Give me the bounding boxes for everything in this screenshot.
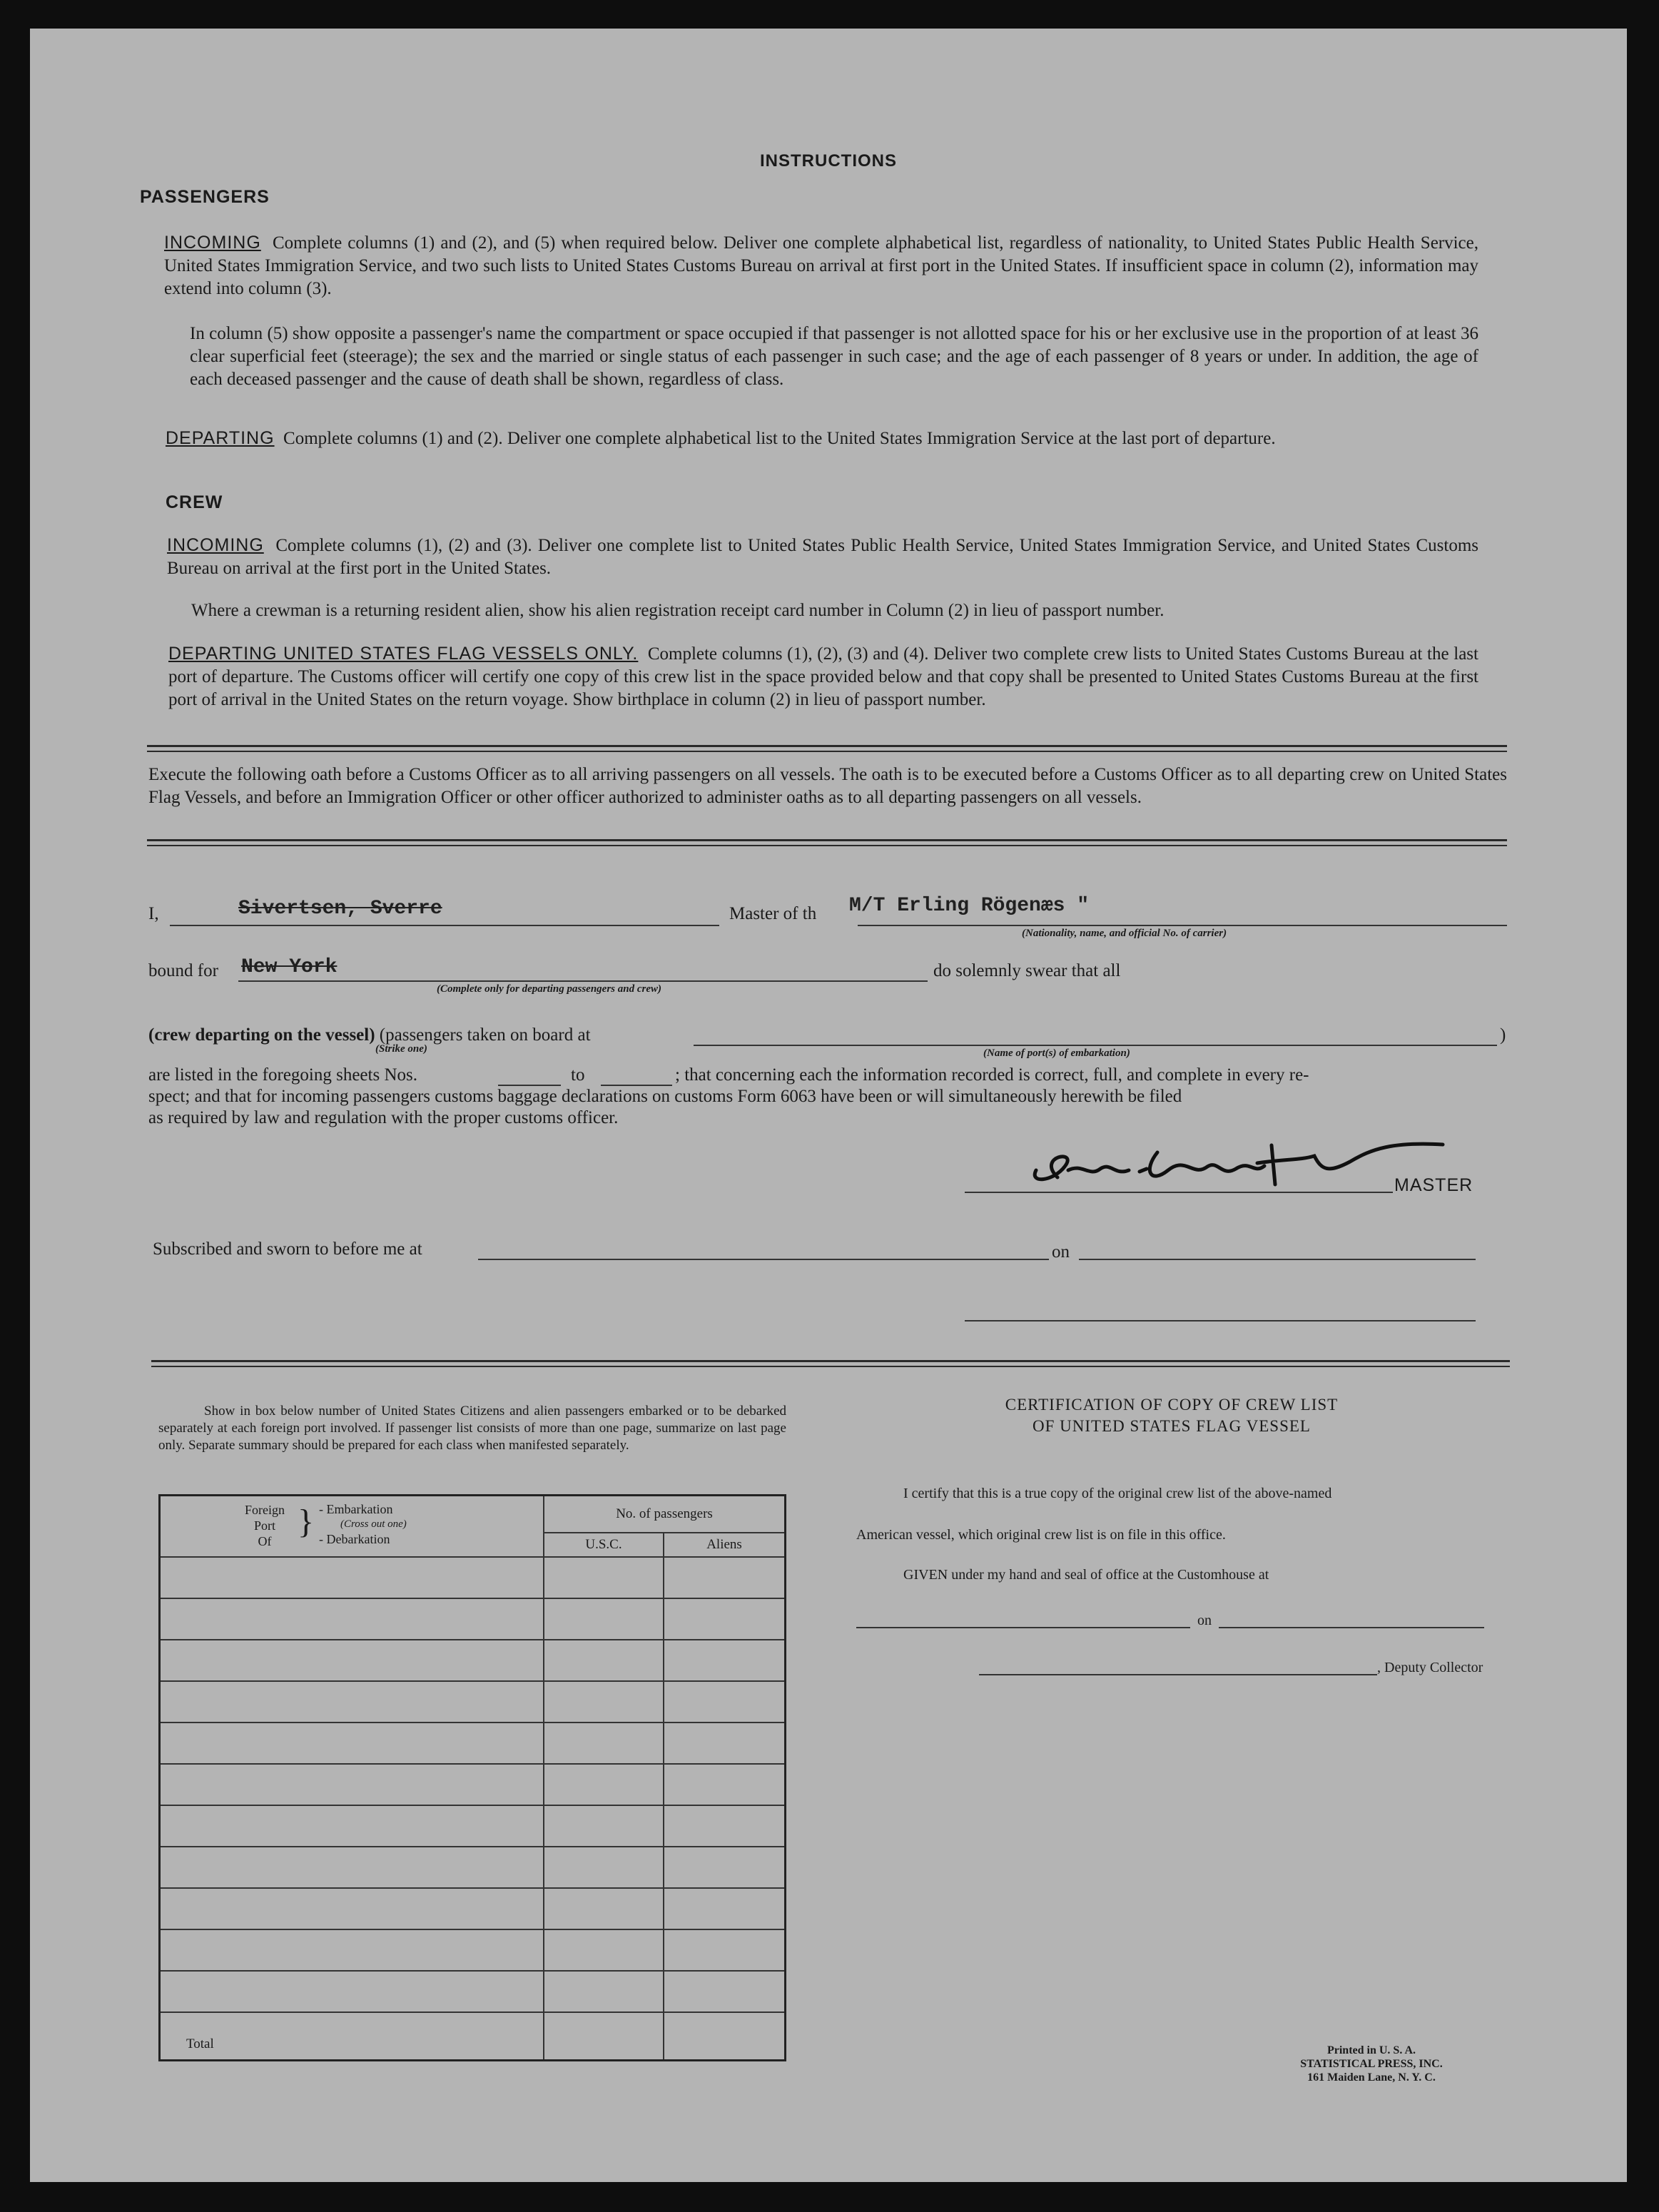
- usc-cell[interactable]: [544, 1764, 664, 1805]
- embarkation-ports-line: [694, 1045, 1497, 1046]
- port-cell[interactable]: [160, 1723, 544, 1764]
- instructions-title: INSTRUCTIONS: [760, 151, 897, 171]
- table-row: [160, 1681, 786, 1723]
- sheets-pre: are listed in the foregoing sheets Nos.: [148, 1065, 417, 1085]
- port-cell[interactable]: [160, 1805, 544, 1847]
- aliens-cell[interactable]: [664, 1971, 786, 2012]
- aliens-cell[interactable]: [664, 1640, 786, 1681]
- table-row: [160, 1847, 786, 1888]
- given-text: GIVEN under my hand and seal of office at the Customhouse at: [903, 1567, 1269, 1583]
- certification-heading-1: CERTIFICATION OF COPY OF CREW LIST: [1005, 1396, 1339, 1414]
- divider-rule: [147, 839, 1507, 841]
- aliens-cell[interactable]: [664, 1929, 786, 1971]
- destination-caption: (Complete only for departing passengers and crew): [437, 983, 661, 995]
- strike-caption: (Strike one): [375, 1043, 427, 1055]
- table-row: [160, 1971, 786, 2012]
- foreign-port-of-label: [235, 1502, 295, 1549]
- document-page: [30, 29, 1627, 2182]
- table-row: [160, 1888, 786, 1929]
- total-label: Total: [160, 2012, 544, 2061]
- sheets-post: ; that concerning each the information recorded is correct, full, and complete in every re-: [675, 1065, 1309, 1085]
- subscribed-place-line: [478, 1259, 1049, 1260]
- passenger-summary-table: [158, 1494, 786, 2061]
- usc-cell[interactable]: [544, 1888, 664, 1929]
- crew-departing-text: Complete columns (1), (2), (3) and (4). Deliver two complete crew lists to United States Customs Bureau at the last port of departure. The Customs officer will certify one copy of this crew list in the space provided below and that copy shall be presented to United States Customs Bureau at the first port of arrival in the United States on the return voyage. Show birthplace in column (2) in lieu of passport number.: [168, 644, 1478, 709]
- table-row: [160, 1557, 786, 1598]
- master-label: MASTER: [1394, 1175, 1473, 1195]
- deputy-collector-line: [979, 1674, 1377, 1675]
- port-cell[interactable]: [160, 1847, 544, 1888]
- table-row: [160, 1598, 786, 1640]
- master-name-field: Sivertsen, Sverre: [238, 898, 442, 920]
- usc-cell[interactable]: [544, 1557, 664, 1598]
- divider-rule: [147, 751, 1507, 752]
- ports-caption: (Name of port(s) of embarkation): [983, 1047, 1130, 1059]
- sheets-line2: spect; and that for incoming passengers customs baggage declarations on customs Form 6063 have been or will simultaneously herewith be filed: [148, 1087, 1182, 1106]
- usc-cell[interactable]: [544, 1723, 664, 1764]
- passengers-departing-text: Complete columns (1) and (2). Deliver one complete alphabetical list to the United States Immigration Service at the last port of departure.: [283, 429, 1276, 448]
- port-cell[interactable]: [160, 1598, 544, 1640]
- foreign-port-header: [160, 1496, 544, 1557]
- port-cell[interactable]: [160, 1640, 544, 1681]
- crew-incoming-section: [167, 534, 1478, 580]
- crew-departing-label: DEPARTING UNITED STATES FLAG VESSELS ONLY.: [168, 644, 639, 664]
- sheets-to: to: [571, 1065, 585, 1085]
- crew-heading: CREW: [166, 492, 223, 512]
- port-cell[interactable]: [160, 1681, 544, 1723]
- summary-box-instructions: Show in box below number of United States Citizens and alien passengers embarked or to be debarked separately at each foreign port involved. If passenger list consists of more than one page, summarize on last page only. Separate summary should be prepared for each class when manifested separately.: [158, 1404, 786, 1453]
- passengers-incoming-section: [164, 231, 1478, 300]
- port-cell[interactable]: [160, 1888, 544, 1929]
- cross-out-note: (Cross out one): [340, 1518, 407, 1530]
- divider-rule: [147, 745, 1507, 747]
- destination-line: [238, 980, 928, 982]
- vessel-line: [858, 925, 1507, 926]
- passengers-departing-section: [166, 427, 1478, 450]
- subscribed-label: Subscribed and sworn to before me at: [153, 1239, 422, 1259]
- subscribed-date-line: [1079, 1259, 1476, 1260]
- crew-incoming-text: Complete columns (1), (2) and (3). Deliver one complete list to United States Public Health Service, United States Immigration Service, and United States Customs Bureau on arrival at the first port in the United States.: [167, 536, 1479, 578]
- printer-line-2: STATISTICAL PRESS, INC.: [1300, 2058, 1443, 2070]
- usc-total-cell[interactable]: [544, 2012, 664, 2061]
- aliens-cell[interactable]: [664, 1557, 786, 1598]
- divider-rule: [147, 845, 1507, 846]
- usc-header: U.S.C.: [544, 1533, 664, 1557]
- embarkation-options: [319, 1502, 407, 1547]
- officer-signature-line: [965, 1320, 1476, 1321]
- foreign-label: Foreign: [245, 1503, 285, 1517]
- crew-incoming-label: INCOMING: [167, 535, 264, 555]
- usc-cell[interactable]: [544, 1598, 664, 1640]
- of-label: Of: [258, 1534, 272, 1548]
- passengers-incoming-text: Complete columns (1) and (2), and (5) when required below. Deliver one complete alphabetical list, regardless of nationality, to United States Public Health Service, United States Immigration Service, and two such lists to United States Customs Bureau on arrival at first port in the United States. If insufficient space in column (2), information may extend into column (3).: [164, 233, 1479, 298]
- aliens-cell[interactable]: [664, 1847, 786, 1888]
- usc-cell[interactable]: [544, 1847, 664, 1888]
- aliens-cell[interactable]: [664, 1723, 786, 1764]
- port-cell[interactable]: [160, 1557, 544, 1598]
- sheets-line3: as required by law and regulation with the proper customs officer.: [148, 1108, 619, 1127]
- divider-rule: [151, 1360, 1510, 1362]
- crew-departing-option[interactable]: (crew departing on the vessel): [148, 1025, 375, 1045]
- usc-cell[interactable]: [544, 1681, 664, 1723]
- aliens-cell[interactable]: [664, 1805, 786, 1847]
- total-row: [160, 2012, 786, 2061]
- certify-text: I certify that this is a true copy of the original crew list of the above-named: [903, 1486, 1332, 1501]
- vessel-name-field: M/T Erling Rögenæs ": [849, 895, 1090, 917]
- divider-rule: [151, 1366, 1510, 1367]
- no-of-passengers-header: No. of passengers: [544, 1496, 786, 1533]
- passengers-col5-text: In column (5) show opposite a passenger's name the compartment or space occupied if that passenger is not allotted space for his or her exclusive use in the proportion of at least 36 clear superficial feet (steerage); the sex and the married or single status of each passenger in such case; and the age of each passenger of 8 years or under. In addition, the age of each deceased passenger and the cause of death shall be shown, regardless of class.: [190, 324, 1478, 389]
- printer-line-3: 161 Maiden Lane, N. Y. C.: [1307, 2071, 1436, 2084]
- usc-cell[interactable]: [544, 1805, 664, 1847]
- master-of-label: Master of th: [729, 904, 817, 923]
- american-vessel-text: American vessel, which original crew list is on file in this office.: [856, 1527, 1226, 1543]
- passengers-heading: PASSENGERS: [140, 187, 270, 207]
- master-name-line: [170, 925, 719, 926]
- table-row: [160, 1764, 786, 1805]
- table-row: [160, 1929, 786, 1971]
- port-label: Port: [253, 1518, 275, 1533]
- debarkation-option[interactable]: - Debarkation: [319, 1532, 390, 1546]
- usc-cell[interactable]: [544, 1640, 664, 1681]
- i-label: I,: [148, 904, 159, 923]
- master-signature-line: [965, 1192, 1393, 1193]
- port-cell[interactable]: [160, 1764, 544, 1805]
- certification-date-line: [1219, 1627, 1484, 1628]
- passengers-taken-option[interactable]: (passengers taken on board at: [379, 1025, 591, 1045]
- certification-on-label: on: [1197, 1613, 1212, 1628]
- aliens-cell[interactable]: [664, 1888, 786, 1929]
- departing-label: DEPARTING: [166, 428, 275, 448]
- printer-imprint: [1257, 2044, 1486, 2084]
- close-paren: ): [1500, 1025, 1506, 1045]
- vessel-caption: (Nationality, name, and official No. of carrier): [1022, 928, 1227, 939]
- deputy-collector-label: , Deputy Collector: [1377, 1660, 1483, 1675]
- brace-glyph: }: [298, 1503, 315, 1541]
- oath-execute-text: Execute the following oath before a Customs Officer as to all arriving passengers on all vessels. The oath is to be executed before a Customs Officer as to all departing crew on United States Flag Vessels, and before an Immigration Officer or other officer authorized to administer oaths as to all departing passengers on all vessels.: [148, 765, 1507, 807]
- subscribed-on-label: on: [1052, 1242, 1070, 1262]
- aliens-cell[interactable]: [664, 1764, 786, 1805]
- aliens-header: Aliens: [664, 1533, 786, 1557]
- usc-cell[interactable]: [544, 1971, 664, 2012]
- certification-heading-2: OF UNITED STATES FLAG VESSEL: [1033, 1417, 1311, 1435]
- swear-label: do solemnly swear that all: [933, 961, 1121, 980]
- destination-field: New York: [241, 956, 338, 978]
- crew-resident-text: Where a crewman is a returning resident alien, show his alien registration receipt card number in Column (2) in lieu of passport number.: [191, 601, 1165, 620]
- bound-for-label: bound for: [148, 961, 218, 980]
- table-row: [160, 1723, 786, 1764]
- usc-cell[interactable]: [544, 1929, 664, 1971]
- crew-passengers-line: [148, 1025, 591, 1046]
- table-row: [160, 1640, 786, 1681]
- aliens-cell[interactable]: [664, 1598, 786, 1640]
- aliens-cell[interactable]: [664, 1681, 786, 1723]
- port-cell[interactable]: [160, 1971, 544, 2012]
- incoming-label: INCOMING: [164, 233, 261, 253]
- crew-departing-section: [168, 642, 1478, 711]
- table-row: [160, 1805, 786, 1847]
- customhouse-line: [856, 1627, 1190, 1628]
- port-cell[interactable]: [160, 1929, 544, 1971]
- printer-line-1: Printed in U. S. A.: [1326, 2044, 1416, 2056]
- aliens-total-cell[interactable]: [664, 2012, 786, 2061]
- embarkation-option[interactable]: - Embarkation: [319, 1502, 393, 1516]
